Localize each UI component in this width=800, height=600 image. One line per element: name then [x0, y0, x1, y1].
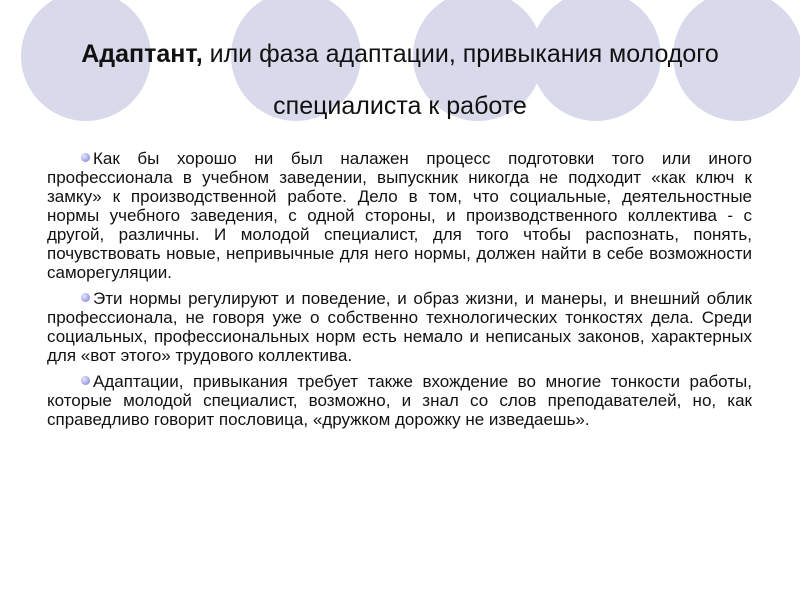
- bullet-text-1: Как бы хорошо ни был налажен процесс подготовки того или иного профессионала в учебном заведении, выпускник никогда не подходит «как ключ к замку» к производственной работе. Дело в том, что социальные, деятельностные нормы учебного заведения, с одной стороны, и производственного коллектива - с другой, различны. И молодой специалист, для того чтобы распознать, понять, почувствовать новые, непривычные для него нормы, должен найти в себе возможности саморегуляции.: [47, 149, 752, 282]
- bullet-dot-icon: [81, 376, 90, 385]
- slide-title: [60, 28, 740, 132]
- title-rest: или фаза адаптации, привыкания молодого специалиста к работе: [202, 40, 719, 120]
- bullet-dot-icon: [81, 293, 90, 302]
- slide-body: [47, 149, 752, 436]
- title-lead: Адаптант,: [81, 40, 203, 68]
- bullet-dot-icon: [81, 153, 90, 162]
- bullet-text-3: Адаптации, привыкания требует также вхождение во многие тонкости работы, которые молодой специалист, возможно, и знал со слов преподавателей, но, как справедливо говорит пословица, «дружком дорожку не изведаешь».: [47, 372, 752, 429]
- bullet-item-1: [47, 149, 752, 282]
- bullet-item-3: [47, 372, 752, 429]
- bullet-text-2: Эти нормы регулируют и поведение, и образ жизни, и манеры, и внешний облик профессионала, не говоря уже о собственно технологических тонкостях дела. Среди социальных, профессиональных норм есть немало и неписаных законов, характерных для «вот этого» трудового коллектива.: [47, 289, 752, 365]
- bullet-item-2: [47, 289, 752, 365]
